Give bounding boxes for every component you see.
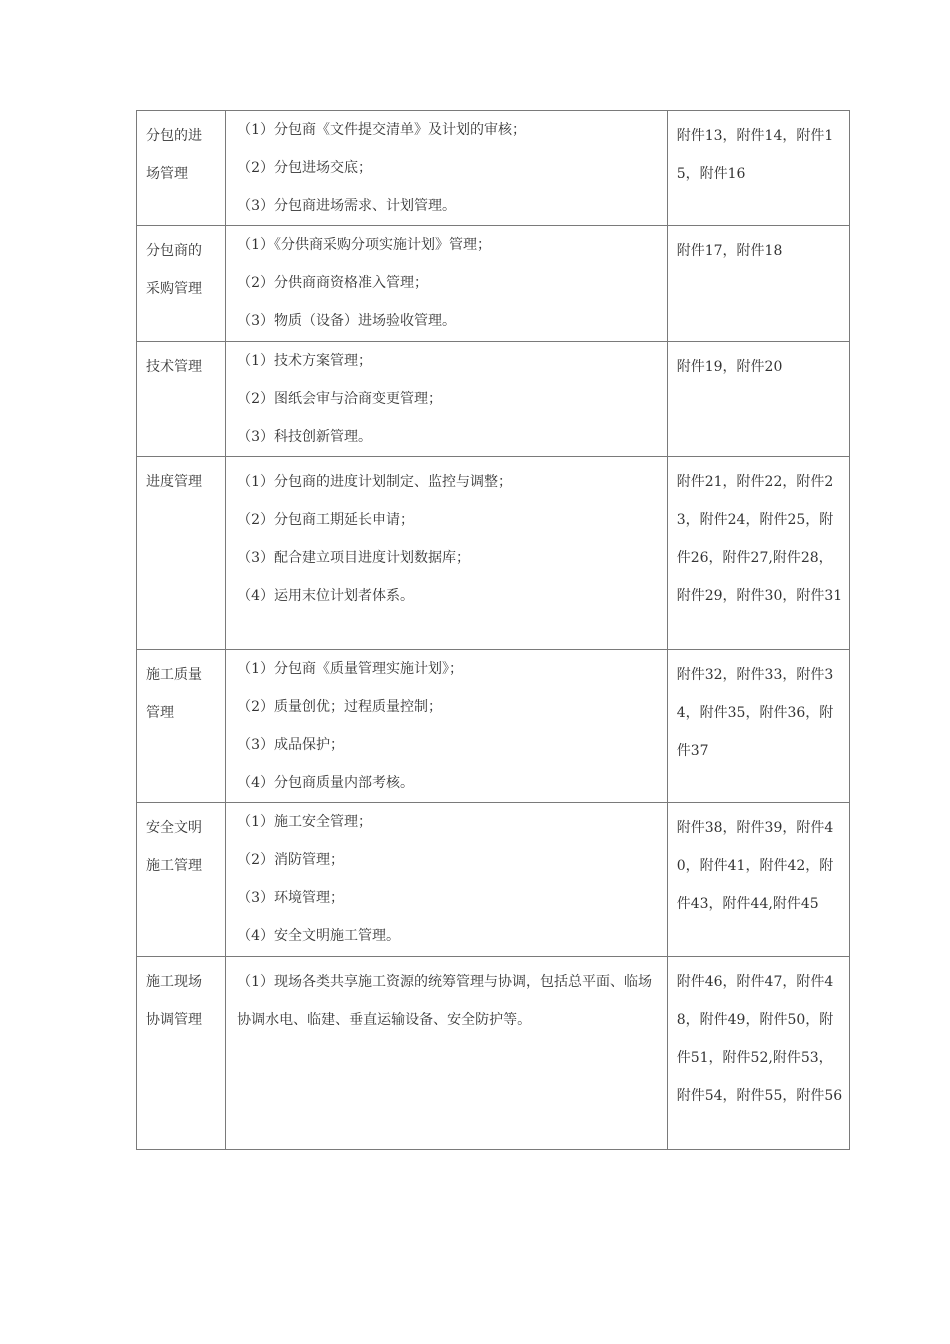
item-text: （3）配合建立项目进度计划数据库； [237,550,471,566]
category-cell [137,957,226,1150]
attachments-text: 附件21，附件22，附件23，附件24，附件25，附件26，附件27,附件28，附件29，附件30，附件31 [676,474,843,604]
attachments-cell [667,226,849,342]
attachments-cell [667,957,849,1150]
item-text: （3）分包商进场需求、计划管理。 [237,198,457,214]
category-text: 协调管理 [146,1012,202,1028]
item-text: （4）分包商质量内部考核。 [237,775,415,791]
items-cell [226,226,668,342]
item-text: （3）成品保护； [237,737,345,753]
item-text: （4）安全文明施工管理。 [237,928,401,944]
category-cell [137,803,226,957]
category-text: 场管理 [146,166,188,182]
category-text: 分包的进 [146,128,202,144]
items-cell [226,803,668,957]
category-cell [137,226,226,342]
attachments-text: 附件13，附件14，附件15，附件16 [676,128,834,182]
category-cell [137,457,226,650]
category-text: 管理 [146,705,174,721]
category-text: 安全文明 [146,820,202,836]
item-text: （1）现场各类共享施工资源的统筹管理与协调，包括总平面、临场协调水电、临建、垂直运输设备、安全防护等。 [237,974,653,1028]
category-text: 施工质量 [146,667,202,683]
item-text: （4）运用末位计划者体系。 [237,588,415,604]
items-cell [226,457,668,650]
attachments-text: 附件46，附件47，附件48，附件49，附件50，附件51，附件52,附件53，附件54，附件55，附件56 [676,974,843,1104]
table-row [137,803,850,957]
table-row [137,957,850,1150]
attachments-cell [667,457,849,650]
attachments-cell [667,111,849,226]
item-text: （1）技术方案管理； [237,353,373,369]
table-row [137,457,850,650]
category-text: 分包商的 [146,243,202,259]
items-cell [226,650,668,803]
table-row [137,342,850,457]
attachments-text: 附件32，附件33，附件34，附件35，附件36，附件37 [676,667,834,759]
attachments-cell [667,650,849,803]
item-text: （1）《分供商采购分项实施计划》管理； [237,237,492,253]
table-row [137,650,850,803]
category-cell [137,650,226,803]
category-text: 技术管理 [146,359,202,375]
category-text: 施工管理 [146,858,202,874]
category-text: 采购管理 [146,281,202,297]
attachments-text: 附件19，附件20 [676,359,783,375]
category-cell [137,342,226,457]
items-cell [226,111,668,226]
item-text: （1）施工安全管理； [237,814,373,830]
category-text: 进度管理 [146,474,202,490]
table-row [137,226,850,342]
item-text: （3）环境管理； [237,890,345,906]
item-text: （1）分包商《文件提交清单》及计划的审核； [237,122,527,138]
attachments-text: 附件17，附件18 [676,243,783,259]
attachments-cell [667,342,849,457]
management-table [136,110,850,1150]
item-text: （2）分供商商资格准入管理； [237,275,429,291]
category-text: 施工现场 [146,974,202,990]
item-text: （2）质量创优；过程质量控制； [237,699,443,715]
item-text: （3）物质（设备）进场验收管理。 [237,313,457,329]
item-text: （2）图纸会审与洽商变更管理； [237,391,443,407]
attachments-text: 附件38，附件39，附件40，附件41，附件42，附件43，附件44,附件45 [676,820,834,912]
items-cell [226,957,668,1150]
item-text: （1）分包商《质量管理实施计划》； [237,661,464,677]
items-cell [226,342,668,457]
item-text: （2）分包商工期延长申请； [237,512,415,528]
item-text: （3）科技创新管理。 [237,429,373,445]
item-text: （2）消防管理； [237,852,345,868]
attachments-cell [667,803,849,957]
table-row [137,111,850,226]
category-cell [137,111,226,226]
item-text: （1）分包商的进度计划制定、监控与调整； [237,474,513,490]
item-text: （2）分包进场交底； [237,160,373,176]
